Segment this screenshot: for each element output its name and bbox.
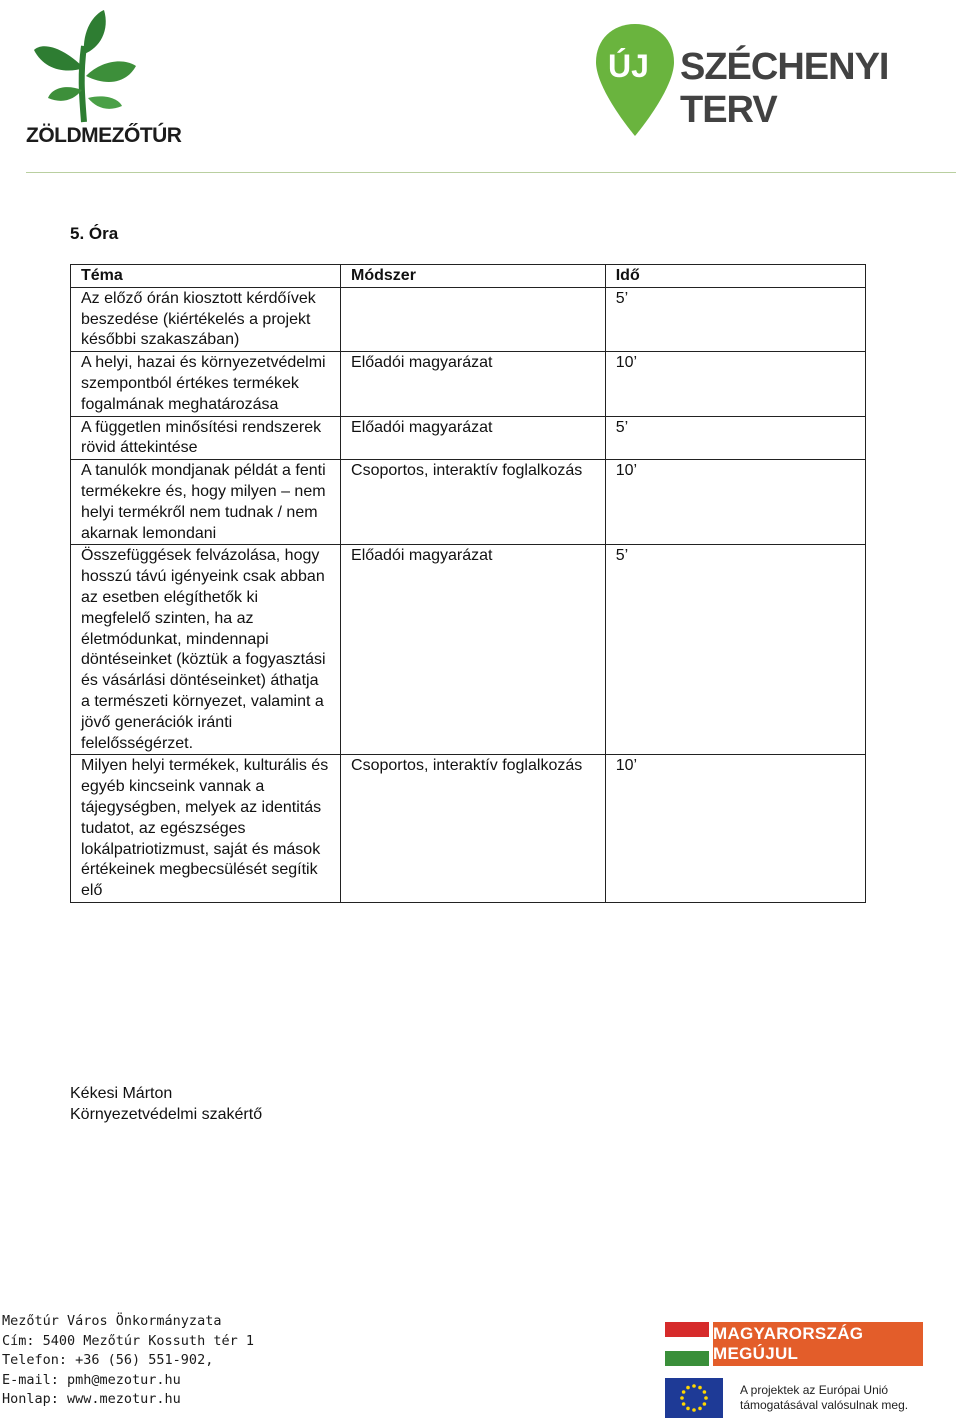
cell-tema: A független minősítési rendszerek rövid áttekintése (71, 416, 341, 460)
cell-tema: A helyi, hazai és környezetvédelmi szempontból értékes termékek fogalmának meghatározása (71, 352, 341, 416)
zoldmezotur-wordmark: ZÖLDMEZŐTÚR (26, 124, 182, 147)
cell-ido: 10’ (605, 460, 865, 545)
hungarian-flag-icon (665, 1322, 709, 1366)
table-row (71, 755, 866, 903)
footer-street: Cím: 5400 Mezőtúr Kossuth tér 1 (2, 1332, 254, 1349)
table-row (71, 416, 866, 460)
cell-tema: Összefüggések felvázolása, hogy hosszú távú igényeink csak abban az esetben elégíthetők ki megfelelő szinten, ha az életmódunkat, mindennapi döntéseinket (köztük a fogyasztási és vásárlási döntéseinket) áthatja a természeti környezet, valamint a jövő generációk iránti felelősségérzet. (71, 545, 341, 755)
table-row (71, 287, 866, 351)
uj-badge-text: ÚJ (608, 48, 649, 84)
cell-tema: A tanulók mondjanak példát a fenti termékekre és, hogy milyen – nem helyi termékről nem tudnak / nem akarnak lemondani (71, 460, 341, 545)
cell-modszer: Előadói magyarázat (341, 545, 606, 755)
header-tema: Téma (71, 265, 341, 288)
header-divider (26, 172, 956, 173)
eu-support-text (740, 1383, 908, 1413)
section-title: 5. Óra (70, 224, 119, 243)
lesson-plan-table (70, 264, 866, 903)
cell-ido: 5’ (605, 416, 865, 460)
footer-email: E-mail: pmh@mezotur.hu (2, 1371, 181, 1388)
header-ido: Idő (605, 265, 865, 288)
cell-ido: 5’ (605, 545, 865, 755)
cell-ido: 5’ (605, 287, 865, 351)
table-row (71, 352, 866, 416)
cell-modszer: Csoportos, interaktív foglalkozás (341, 460, 606, 545)
eu-flag-icon (665, 1378, 723, 1418)
signature-block (70, 1083, 262, 1125)
cell-modszer: Előadói magyarázat (341, 416, 606, 460)
table-row (71, 545, 866, 755)
table-row (71, 460, 866, 545)
cell-tema: Milyen helyi termékek, kulturális és egyéb kincseink vannak a tájegységben, melyek az identitás tudatot, az egészséges lokálpatriotizmust, saját és mások értékeinek megbecsülését segítik elő (71, 755, 341, 903)
header-modszer: Módszer (341, 265, 606, 288)
cell-modszer: Csoportos, interaktív foglalkozás (341, 755, 606, 903)
footer-org: Mezőtúr Város Önkormányzata (2, 1313, 222, 1329)
cell-modszer (341, 287, 606, 351)
table-header-row (71, 265, 866, 288)
szechenyi-terv-logo (590, 20, 955, 140)
cell-ido: 10’ (605, 352, 865, 416)
footer-web: Honlap: www.mezotur.hu (2, 1391, 181, 1407)
eu-text-line1: A projektek az Európai Unió (740, 1383, 889, 1397)
author-name: Kékesi Márton (70, 1085, 173, 1102)
magyarorszag-megujul-banner: MAGYARORSZÁG MEGÚJUL (713, 1322, 923, 1366)
zoldmezotur-logo (22, 6, 182, 147)
cell-tema: Az előző órán kiosztott kérdőívek beszedése (kiértékelés a projekt későbbi szakaszában) (71, 287, 341, 351)
author-role: Környezetvédelmi szakértő (70, 1106, 263, 1123)
footer-phone: Telefon: +36 (56) 551-902, (2, 1352, 214, 1368)
szechenyi-terv-title: SZÉCHENYI TERV (680, 46, 889, 131)
footer-address (2, 1312, 254, 1410)
tree-logo-icon (22, 6, 172, 124)
cell-ido: 10’ (605, 755, 865, 903)
eu-text-line2: támogatásával valósulnak meg. (740, 1398, 909, 1412)
cell-modszer: Előadói magyarázat (341, 352, 606, 416)
